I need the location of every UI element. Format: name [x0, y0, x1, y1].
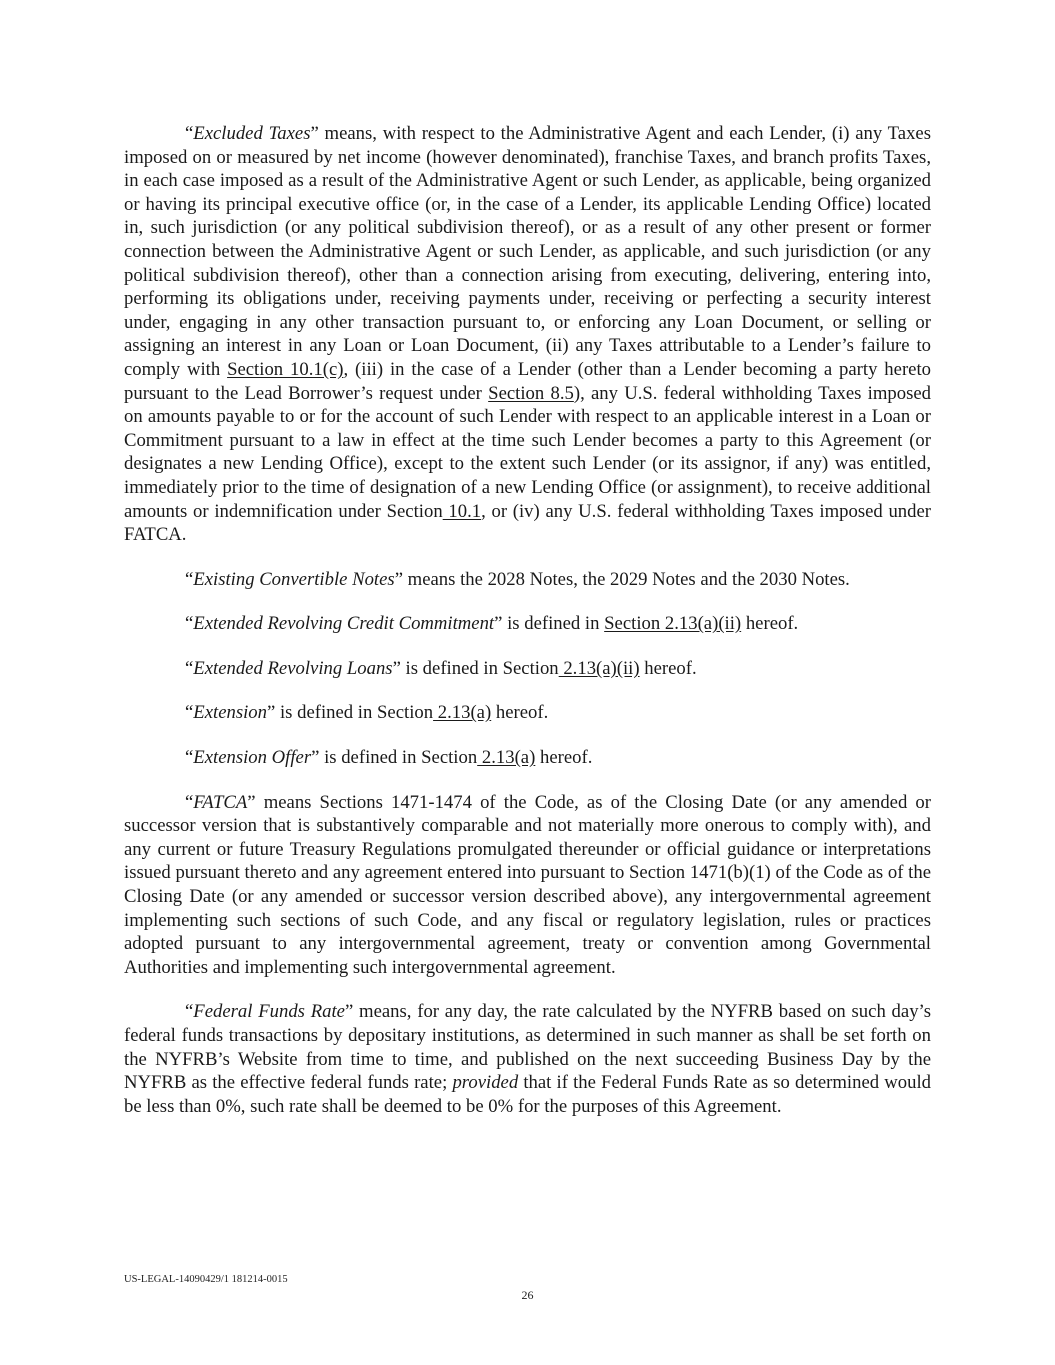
definition-text: “	[185, 568, 194, 590]
defined-term: Existing Convertible Notes	[193, 568, 395, 590]
definition-fatca	[124, 791, 931, 980]
defined-term: Extended Revolving Credit Commitment	[193, 613, 495, 635]
definition-text: “	[185, 1001, 194, 1023]
definition-text: that if the Federal Funds Rate as so determined would be less than 0%, such rate shall be deemed to be 0% for the purposes of this Agreement.	[124, 1072, 931, 1117]
definition-text: ” is defined in Section	[392, 657, 559, 679]
defined-term: provided	[452, 1072, 519, 1094]
definition-text: ” means the 2028 Notes, the 2029 Notes and the 2030 Notes.	[394, 568, 850, 590]
section-reference-link[interactable]: Section 8.5	[488, 382, 574, 404]
document-id-footer: US-LEGAL-14090429/1 181214-0015	[124, 1274, 288, 1285]
definition-text: ” means, with respect to the Administrative Agent and each Lender, (i) any Taxes imposed on or measured by net income (however denominated), franchise Taxes, and branch profits Taxes, in each case imposed as a result of the Administrative Agent or such Lender, as applicable, being organized or having its principal executive office (or, in the case of a Lender, its applicable Lending Office) located in, such jurisdiction (or any political subdivision thereof), or as a result of any other present or former connection between the Administrative Agent or such Lender, as applicable, and such jurisdiction (or any political subdivision thereof), other than a connection arising from executing, delivering, entering into, performing its obligations under, receiving payments under, receiving or perfecting a security interest under, engaging in any other transaction pursuant to, or enforcing any Loan Document, or selling or assigning an interest in any Loan or Loan Document, (ii) any Taxes attributable to a Lender’s failure to comply with	[124, 123, 931, 380]
definition-text: “	[185, 123, 194, 144]
section-reference-link[interactable]: 2.13(a)(ii)	[558, 657, 640, 679]
defined-term: Extension Offer	[193, 747, 312, 769]
section-reference-link[interactable]: 2.13(a)	[477, 747, 536, 769]
definition-text: “	[185, 747, 194, 769]
definition-text: ), any U.S. federal withholding Taxes imposed on amounts payable to or for the account of such Lender with respect to an applicable interest in a Loan or Commitment pursuant to a law in effect at the time such Lender becomes a party to this Agreement (or designates a new Lending Office), except to the extent such Lender (or its assignor, if any) was entitled, immediately prior to the time of designation of a new Lending Office (or assignment), to receive additional amounts or indemnification under Section	[124, 382, 931, 522]
defined-term: Extension	[193, 702, 267, 724]
definition-text: hereof.	[639, 657, 697, 679]
definition-extension	[124, 701, 931, 725]
definition-text: “	[185, 657, 194, 679]
definition-extended-revolving-loans	[124, 657, 931, 681]
definition-text: ” means, for any day, the rate calculated by the NYFRB based on such day’s federal funds transactions by depositary institutions, as determined in such manner as shall be set forth on the NYFRB’s Website from time to time, and published on the next succeeding Business Day by the NYFRB as the effective federal funds rate;	[124, 1001, 931, 1094]
definition-text: hereof.	[491, 702, 549, 724]
definition-text: ” is defined in Section	[267, 702, 434, 724]
document-body	[124, 122, 931, 1118]
page-number: 26	[521, 1288, 534, 1302]
defined-term: FATCA	[193, 791, 248, 813]
definition-text: ” is defined in Section	[311, 747, 478, 769]
definition-federal-funds-rate	[124, 1000, 931, 1118]
definition-text: ” means Sections 1471-1474 of the Code, as of the Closing Date (or any amended or successor version that is substantively comparable and not materially more onerous to comply with), and any current or future Treasury Regulations promulgated thereunder or official guidance or interpretations issued pursuant thereto and any agreement entered into pursuant to Section 1471(b)(1) of the Code as of the Closing Date (or any amended or successor version described above), any intergovernmental agreement implementing such sections of such Code, and any fiscal or regulatory legislation, rules or practices adopted pursuant to any intergovernmental agreement, treaty or convention among Governmental Authorities and implementing such intergovernmental agreement.	[124, 791, 931, 978]
definition-text: hereof.	[741, 613, 799, 635]
section-reference-link[interactable]: Section 2.13(a)(ii)	[604, 613, 742, 635]
defined-term: Extended Revolving Loans	[193, 657, 393, 679]
definition-extension-offer	[124, 746, 931, 770]
defined-term: Excluded Taxes	[193, 123, 311, 144]
definition-text: , or (iv) any U.S. federal withholding Taxes imposed under FATCA.	[124, 500, 931, 546]
definition-existing-convertible-notes	[124, 568, 931, 592]
section-reference-link[interactable]: Section 10.1(c)	[227, 358, 344, 380]
defined-term: Federal Funds Rate	[193, 1001, 345, 1023]
definition-text: “	[185, 702, 194, 724]
section-reference-link[interactable]: 10.1	[442, 500, 482, 522]
definition-text: , (iii) in the case of a Lender (other than a Lender becoming a party hereto pursuant to the Lead Borrower’s request under	[124, 358, 932, 404]
section-reference-link[interactable]: 2.13(a)	[433, 702, 492, 724]
definition-text: “	[185, 613, 194, 635]
definition-text: ” is defined in	[494, 613, 605, 635]
definition-extended-revolving-credit-commitment	[124, 612, 931, 636]
definition-text: “	[185, 791, 194, 813]
definition-excluded-taxes	[124, 122, 931, 547]
definition-text: hereof.	[535, 747, 593, 769]
